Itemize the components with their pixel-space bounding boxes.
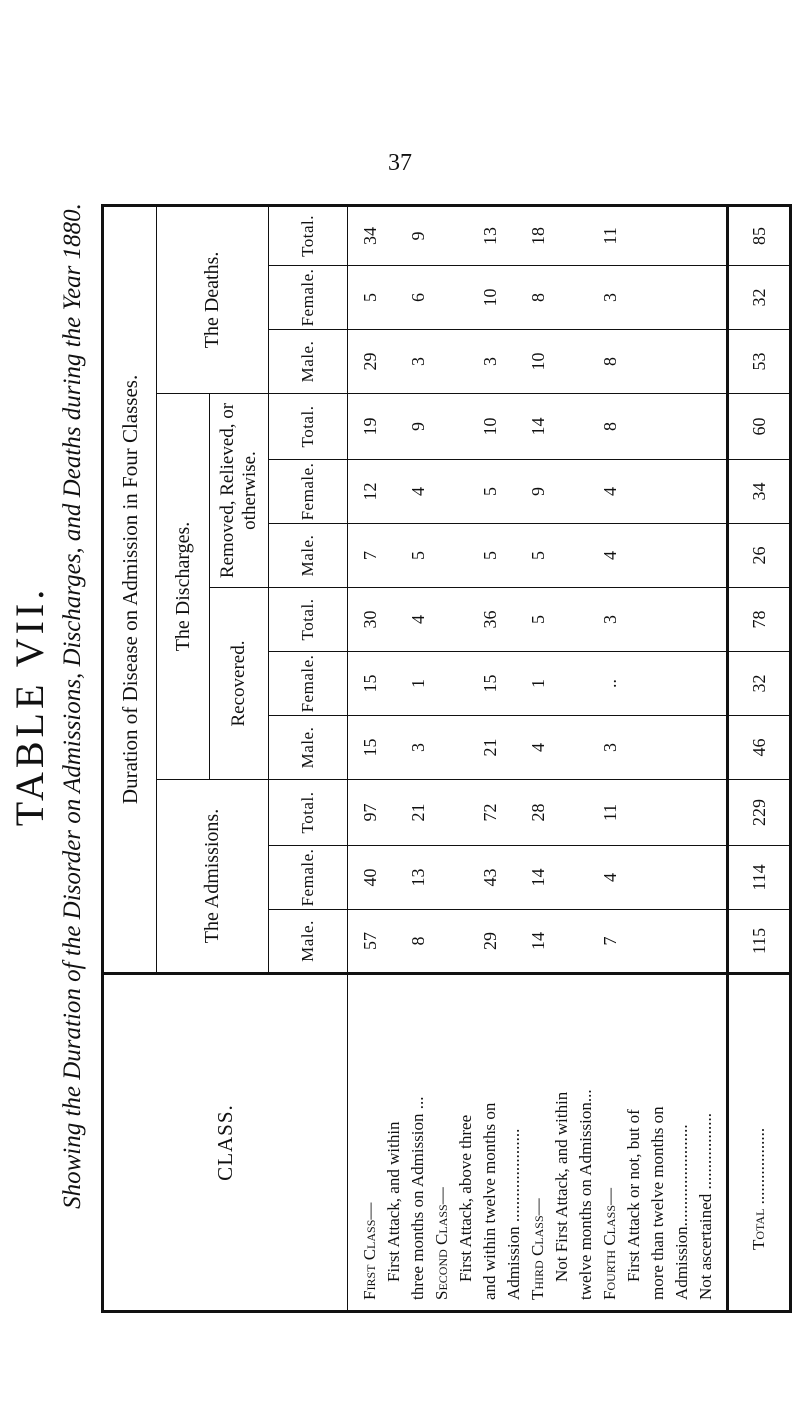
- total-recovered-total: 78: [728, 588, 791, 652]
- table-cell-value: 4: [408, 615, 428, 624]
- table-cell-value: 10: [480, 417, 500, 436]
- table-cell-value: 9: [408, 231, 428, 241]
- table-cell-value: 40: [360, 868, 380, 887]
- table-cell-value: 1: [528, 679, 548, 688]
- table-cell-value: 3: [480, 357, 500, 366]
- admissions-female-col: [348, 846, 728, 910]
- table-cell-value: 21: [408, 803, 428, 822]
- number-stack: [358, 207, 622, 265]
- table-cell-value: 9: [528, 487, 548, 496]
- sex-label-total: Total.: [269, 205, 348, 265]
- sex-label-female: Female.: [269, 652, 348, 716]
- total-recovered-female: 32: [728, 652, 791, 716]
- total-recovered-male: 46: [728, 716, 791, 780]
- class-third: Third Class— Not First Attack, and within twelve months on Admission...: [528, 1089, 595, 1300]
- recovered-total-col: [348, 588, 728, 652]
- class-second: Second Class— First Attack, above three and within twelve months on Admission ......................: [432, 1102, 523, 1300]
- table-cell-value: 5: [360, 293, 380, 302]
- discharges-header: The Discharges.: [157, 394, 210, 780]
- table-cell-value: 1: [408, 679, 428, 688]
- table-cell-value: 14: [528, 417, 548, 436]
- total-removed-male: 26: [728, 524, 791, 588]
- total-deaths-male: 53: [728, 330, 791, 394]
- table-cell-value: 5: [408, 551, 428, 560]
- table-cell-value: 57: [360, 932, 380, 950]
- table-cell-value: 15: [360, 674, 380, 693]
- recovered-male-col: [348, 716, 728, 780]
- table-cell-value: 3: [408, 357, 428, 366]
- number-stack: [358, 780, 622, 845]
- table-heading: [3, 0, 95, 1411]
- table-cell-value: 6: [408, 293, 428, 302]
- total-removed-female: 34: [728, 460, 791, 524]
- duration-table: [101, 204, 792, 1313]
- class-data-row: [348, 205, 728, 1311]
- deaths-female-col: [348, 266, 728, 330]
- table-cell-value: 13: [408, 868, 428, 887]
- class-list: [348, 974, 728, 1312]
- total-label: Total ..................: [728, 974, 791, 1312]
- removed-female-col: [348, 460, 728, 524]
- sex-label-total: Total.: [269, 588, 348, 652]
- table-cell-value: ..: [600, 679, 620, 688]
- sex-label-male: Male.: [269, 910, 348, 974]
- duration-header: Duration of Disease on Admission in Four Classes.: [103, 205, 157, 973]
- sex-label-male: Male.: [269, 524, 348, 588]
- table-cell-value: 12: [360, 482, 380, 501]
- number-stack: [358, 652, 622, 715]
- class-not-ascertained: Not ascertained ..................: [696, 1113, 715, 1300]
- table-cell-value: 4: [600, 487, 620, 496]
- table-cell-value: 43: [480, 868, 500, 887]
- table-cell-value: 4: [600, 551, 620, 560]
- table-cell-value: 5: [528, 551, 548, 560]
- table-cell-value: 3: [600, 293, 620, 302]
- total-admissions-male: 115: [728, 910, 791, 974]
- table-cell-value: 15: [360, 738, 380, 757]
- number-stack: [358, 266, 622, 329]
- admissions-header: The Admissions.: [157, 780, 269, 974]
- admissions-male-col: [348, 910, 728, 974]
- sex-label-total: Total.: [269, 780, 348, 846]
- table-label: TABLE VII.: [7, 585, 52, 827]
- table-cell-value: 97: [360, 803, 380, 822]
- deaths-male-col: [348, 330, 728, 394]
- class-fourth: Fourth Class— First Attack or not, but of more than twelve months on Admission........................: [600, 1106, 691, 1300]
- total-admissions-female: 114: [728, 846, 791, 910]
- table-cell-value: 29: [360, 352, 380, 371]
- removed-total-col: [348, 394, 728, 460]
- table-cell-value: 5: [480, 551, 500, 560]
- table-cell-value: 8: [600, 422, 620, 431]
- table-cell-value: 36: [480, 610, 500, 629]
- table-cell-value: 14: [528, 868, 548, 887]
- sex-label-total: Total.: [269, 394, 348, 460]
- total-deaths-total: 85: [728, 205, 791, 265]
- table-cell-value: 18: [528, 226, 548, 245]
- table-cell-value: 15: [480, 674, 500, 693]
- table-cell-value: 4: [528, 743, 548, 752]
- table-subtitle: Showing the Duration of the Disorder on Admissions, Discharges, and Deaths during the Year 1880.: [59, 203, 86, 1209]
- class-first: First Class— First Attack, and within three months on Admission ...: [360, 1096, 427, 1300]
- table-cell-value: 7: [600, 936, 620, 946]
- sex-label-female: Female.: [269, 846, 348, 910]
- number-stack: [358, 846, 622, 909]
- number-stack: [358, 524, 622, 587]
- total-admissions-total: 229: [728, 780, 791, 846]
- number-stack: [358, 394, 622, 459]
- recovered-female-col: [348, 652, 728, 716]
- table-cell-value: 5: [528, 615, 548, 624]
- number-stack: [358, 910, 622, 972]
- number-stack: [358, 460, 622, 523]
- total-deaths-female: 32: [728, 266, 791, 330]
- total-removed-total: 60: [728, 394, 791, 460]
- table-cell-value: 11: [600, 227, 620, 245]
- table-cell-value: 4: [600, 873, 620, 882]
- table-cell-value: 10: [480, 288, 500, 307]
- table-cell-value: 8: [408, 936, 428, 946]
- table-cell-value: 11: [600, 803, 620, 822]
- page-number: 37: [388, 150, 412, 176]
- table-cell-value: 4: [408, 487, 428, 496]
- deaths-total-col: [348, 205, 728, 265]
- table-cell-value: 14: [528, 932, 548, 950]
- total-row: [728, 205, 791, 1311]
- table-cell-value: 28: [528, 803, 548, 822]
- sex-label-female: Female.: [269, 266, 348, 330]
- admissions-total-col: [348, 780, 728, 846]
- table-cell-value: 3: [408, 743, 428, 752]
- rotated-table-wrapper: [101, 207, 769, 1313]
- table-cell-value: 72: [480, 803, 500, 822]
- number-stack: [358, 716, 622, 779]
- sex-label-female: Female.: [269, 460, 348, 524]
- table-cell-value: 7: [360, 551, 380, 560]
- removed-male-col: [348, 524, 728, 588]
- table-cell-value: 29: [480, 932, 500, 950]
- removed-header: Removed, Relieved, or otherwise.: [210, 394, 269, 588]
- deaths-header: The Deaths.: [157, 205, 269, 393]
- recovered-header: Recovered.: [210, 588, 269, 780]
- table-cell-value: 13: [480, 226, 500, 245]
- number-stack: [358, 330, 622, 393]
- table-cell-value: 34: [360, 226, 380, 245]
- sex-label-male: Male.: [269, 330, 348, 394]
- number-stack: [358, 588, 622, 651]
- table-cell-value: 21: [480, 738, 500, 757]
- class-header: CLASS.: [103, 974, 348, 1312]
- table-cell-value: 8: [600, 357, 620, 366]
- table-cell-value: 5: [480, 487, 500, 496]
- table-cell-value: 3: [600, 743, 620, 752]
- sex-label-male: Male.: [269, 716, 348, 780]
- table-cell-value: 3: [600, 615, 620, 624]
- table-cell-value: 8: [528, 293, 548, 302]
- table-cell-value: 19: [360, 417, 380, 436]
- table-cell-value: 9: [408, 422, 428, 431]
- table-cell-value: 30: [360, 610, 380, 629]
- table-cell-value: 10: [528, 352, 548, 371]
